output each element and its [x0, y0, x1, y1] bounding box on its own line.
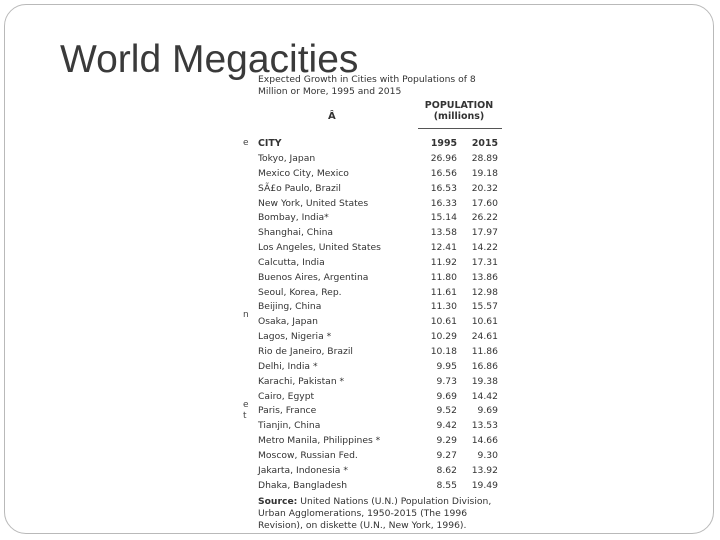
city-cell: Rio de Janeiro, Brazil — [258, 345, 353, 357]
city-cell: Delhi, India * — [258, 360, 318, 372]
city-cell: Tokyo, Japan — [258, 153, 316, 164]
header-rule — [418, 128, 502, 129]
value-2015-cell: 19.49 — [471, 479, 498, 491]
city-cell: Tianjin, China — [258, 420, 321, 432]
value-1995-cell: 9.42 — [436, 420, 457, 432]
population-header: POPULATION (millions) — [424, 100, 494, 122]
value-1995-cell: 12.41 — [430, 242, 457, 254]
value-2015-cell: 17.97 — [471, 227, 498, 239]
value-2015-cell: 17.31 — [471, 256, 498, 268]
table-row — [250, 183, 510, 198]
value-1995-cell: 9.69 — [436, 390, 457, 402]
city-cell: Buenos Aires, Argentina — [258, 271, 369, 283]
source-label: Source: — [258, 496, 298, 507]
city-cell: Calcutta, India — [258, 256, 325, 268]
side-glyph: n — [243, 310, 249, 320]
city-cell: Mexico City, Mexico — [258, 167, 349, 179]
value-1995-cell: 11.92 — [430, 256, 457, 268]
slide-title: World Megacities — [60, 38, 359, 81]
table-row — [250, 376, 510, 391]
table-row — [250, 346, 510, 361]
table-header-row — [250, 138, 510, 150]
value-2015-cell: 9.69 — [477, 405, 498, 417]
city-cell: Los Angeles, United States — [258, 242, 381, 254]
megacities-table — [250, 70, 510, 531]
table-source — [258, 496, 508, 532]
value-1995-cell: 15.14 — [430, 212, 457, 224]
source-text: United Nations (U.N.) Population Division, Urban Agglomerations, 1950-2015 (The 1996 Revision), on diskette (U.N., New York, 1996). — [258, 496, 492, 531]
table-row — [250, 420, 510, 435]
value-1995-cell: 9.27 — [436, 449, 457, 461]
table-row — [250, 361, 510, 376]
city-cell: Jakarta, Indonesia * — [258, 464, 348, 476]
value-2015-cell: 17.60 — [471, 197, 498, 209]
table-caption: Expected Growth in Cities with Populations of 8 Million or More, 1995 and 2015 — [258, 74, 476, 97]
value-2015-cell: 14.66 — [471, 435, 498, 447]
value-1995-cell: 16.56 — [430, 167, 457, 179]
value-2015-cell: 26.22 — [471, 212, 498, 224]
value-1995-cell: 26.96 — [430, 153, 457, 164]
value-2015-cell: 15.57 — [471, 301, 498, 313]
value-1995-cell: 16.53 — [430, 182, 457, 194]
value-2015-cell: 24.61 — [471, 331, 498, 343]
value-1995-cell: 10.29 — [430, 331, 457, 343]
value-2015-cell: 20.32 — [471, 182, 498, 194]
value-1995-cell: 10.18 — [430, 345, 457, 357]
value-1995-cell: 13.58 — [430, 227, 457, 239]
city-cell: Seoul, Korea, Rep. — [258, 286, 342, 298]
city-cell: Bombay, India* — [258, 212, 329, 224]
value-1995-cell: 11.30 — [430, 301, 457, 313]
city-cell: Lagos, Nigeria * — [258, 331, 332, 343]
column-header-1995: 1995 — [430, 138, 457, 149]
value-1995-cell: 9.95 — [436, 360, 457, 372]
table-row — [250, 287, 510, 302]
table-row — [250, 331, 510, 346]
value-2015-cell: 16.86 — [471, 360, 498, 372]
side-glyph: e — [243, 138, 249, 148]
table-row — [250, 480, 510, 495]
value-1995-cell: 16.33 — [430, 197, 457, 209]
value-1995-cell: 9.73 — [436, 375, 457, 387]
table-row — [250, 242, 510, 257]
value-1995-cell: 11.61 — [430, 286, 457, 298]
value-2015-cell: 13.86 — [471, 271, 498, 283]
value-2015-cell: 11.86 — [471, 345, 498, 357]
city-cell: Shanghai, China — [258, 227, 334, 239]
value-2015-cell: 9.30 — [477, 449, 498, 461]
table-row — [250, 272, 510, 287]
value-1995-cell: 9.52 — [436, 405, 457, 417]
value-2015-cell: 13.92 — [471, 464, 498, 476]
value-2015-cell: 14.22 — [471, 242, 498, 254]
city-cell: Beijing, China — [258, 301, 322, 313]
city-cell: SÃ£o Paulo, Brazil — [258, 182, 341, 194]
value-2015-cell: 12.98 — [471, 286, 498, 298]
city-cell: Osaka, Japan — [258, 316, 318, 328]
city-cell: Karachi, Pakistan * — [258, 375, 345, 387]
city-cell: Cairo, Egypt — [258, 390, 315, 402]
value-2015-cell: 14.42 — [471, 390, 498, 402]
value-2015-cell: 28.89 — [471, 153, 498, 164]
value-1995-cell: 8.62 — [436, 464, 457, 476]
value-2015-cell: 19.38 — [471, 375, 498, 387]
table-row — [250, 316, 510, 331]
table-body — [250, 153, 510, 494]
value-1995-cell: 10.61 — [430, 316, 457, 328]
table-row — [250, 450, 510, 465]
city-cell: Paris, France — [258, 405, 317, 417]
table-row — [250, 153, 510, 168]
column-mark: Â — [328, 111, 336, 122]
table-row — [250, 212, 510, 227]
value-2015-cell: 13.53 — [471, 420, 498, 432]
value-2015-cell: 10.61 — [471, 316, 498, 328]
city-cell: New York, United States — [258, 197, 369, 209]
table-row — [250, 227, 510, 242]
table-row — [250, 391, 510, 406]
table-row — [250, 435, 510, 450]
table-row — [250, 198, 510, 213]
side-glyph: e — [243, 400, 249, 410]
side-glyph: t — [243, 411, 247, 421]
column-header-city: CITY — [258, 138, 282, 149]
table-row — [250, 168, 510, 183]
city-cell: Dhaka, Bangladesh — [258, 479, 348, 491]
table-row — [250, 257, 510, 272]
value-2015-cell: 19.18 — [471, 167, 498, 179]
table-row — [250, 301, 510, 316]
table-row — [250, 405, 510, 420]
value-1995-cell: 8.55 — [436, 479, 457, 491]
city-cell: Moscow, Russian Fed. — [258, 449, 358, 461]
city-cell: Metro Manila, Philippines * — [258, 435, 381, 447]
table-row — [250, 465, 510, 480]
value-1995-cell: 11.80 — [430, 271, 457, 283]
column-header-2015: 2015 — [471, 138, 498, 149]
value-1995-cell: 9.29 — [436, 435, 457, 447]
